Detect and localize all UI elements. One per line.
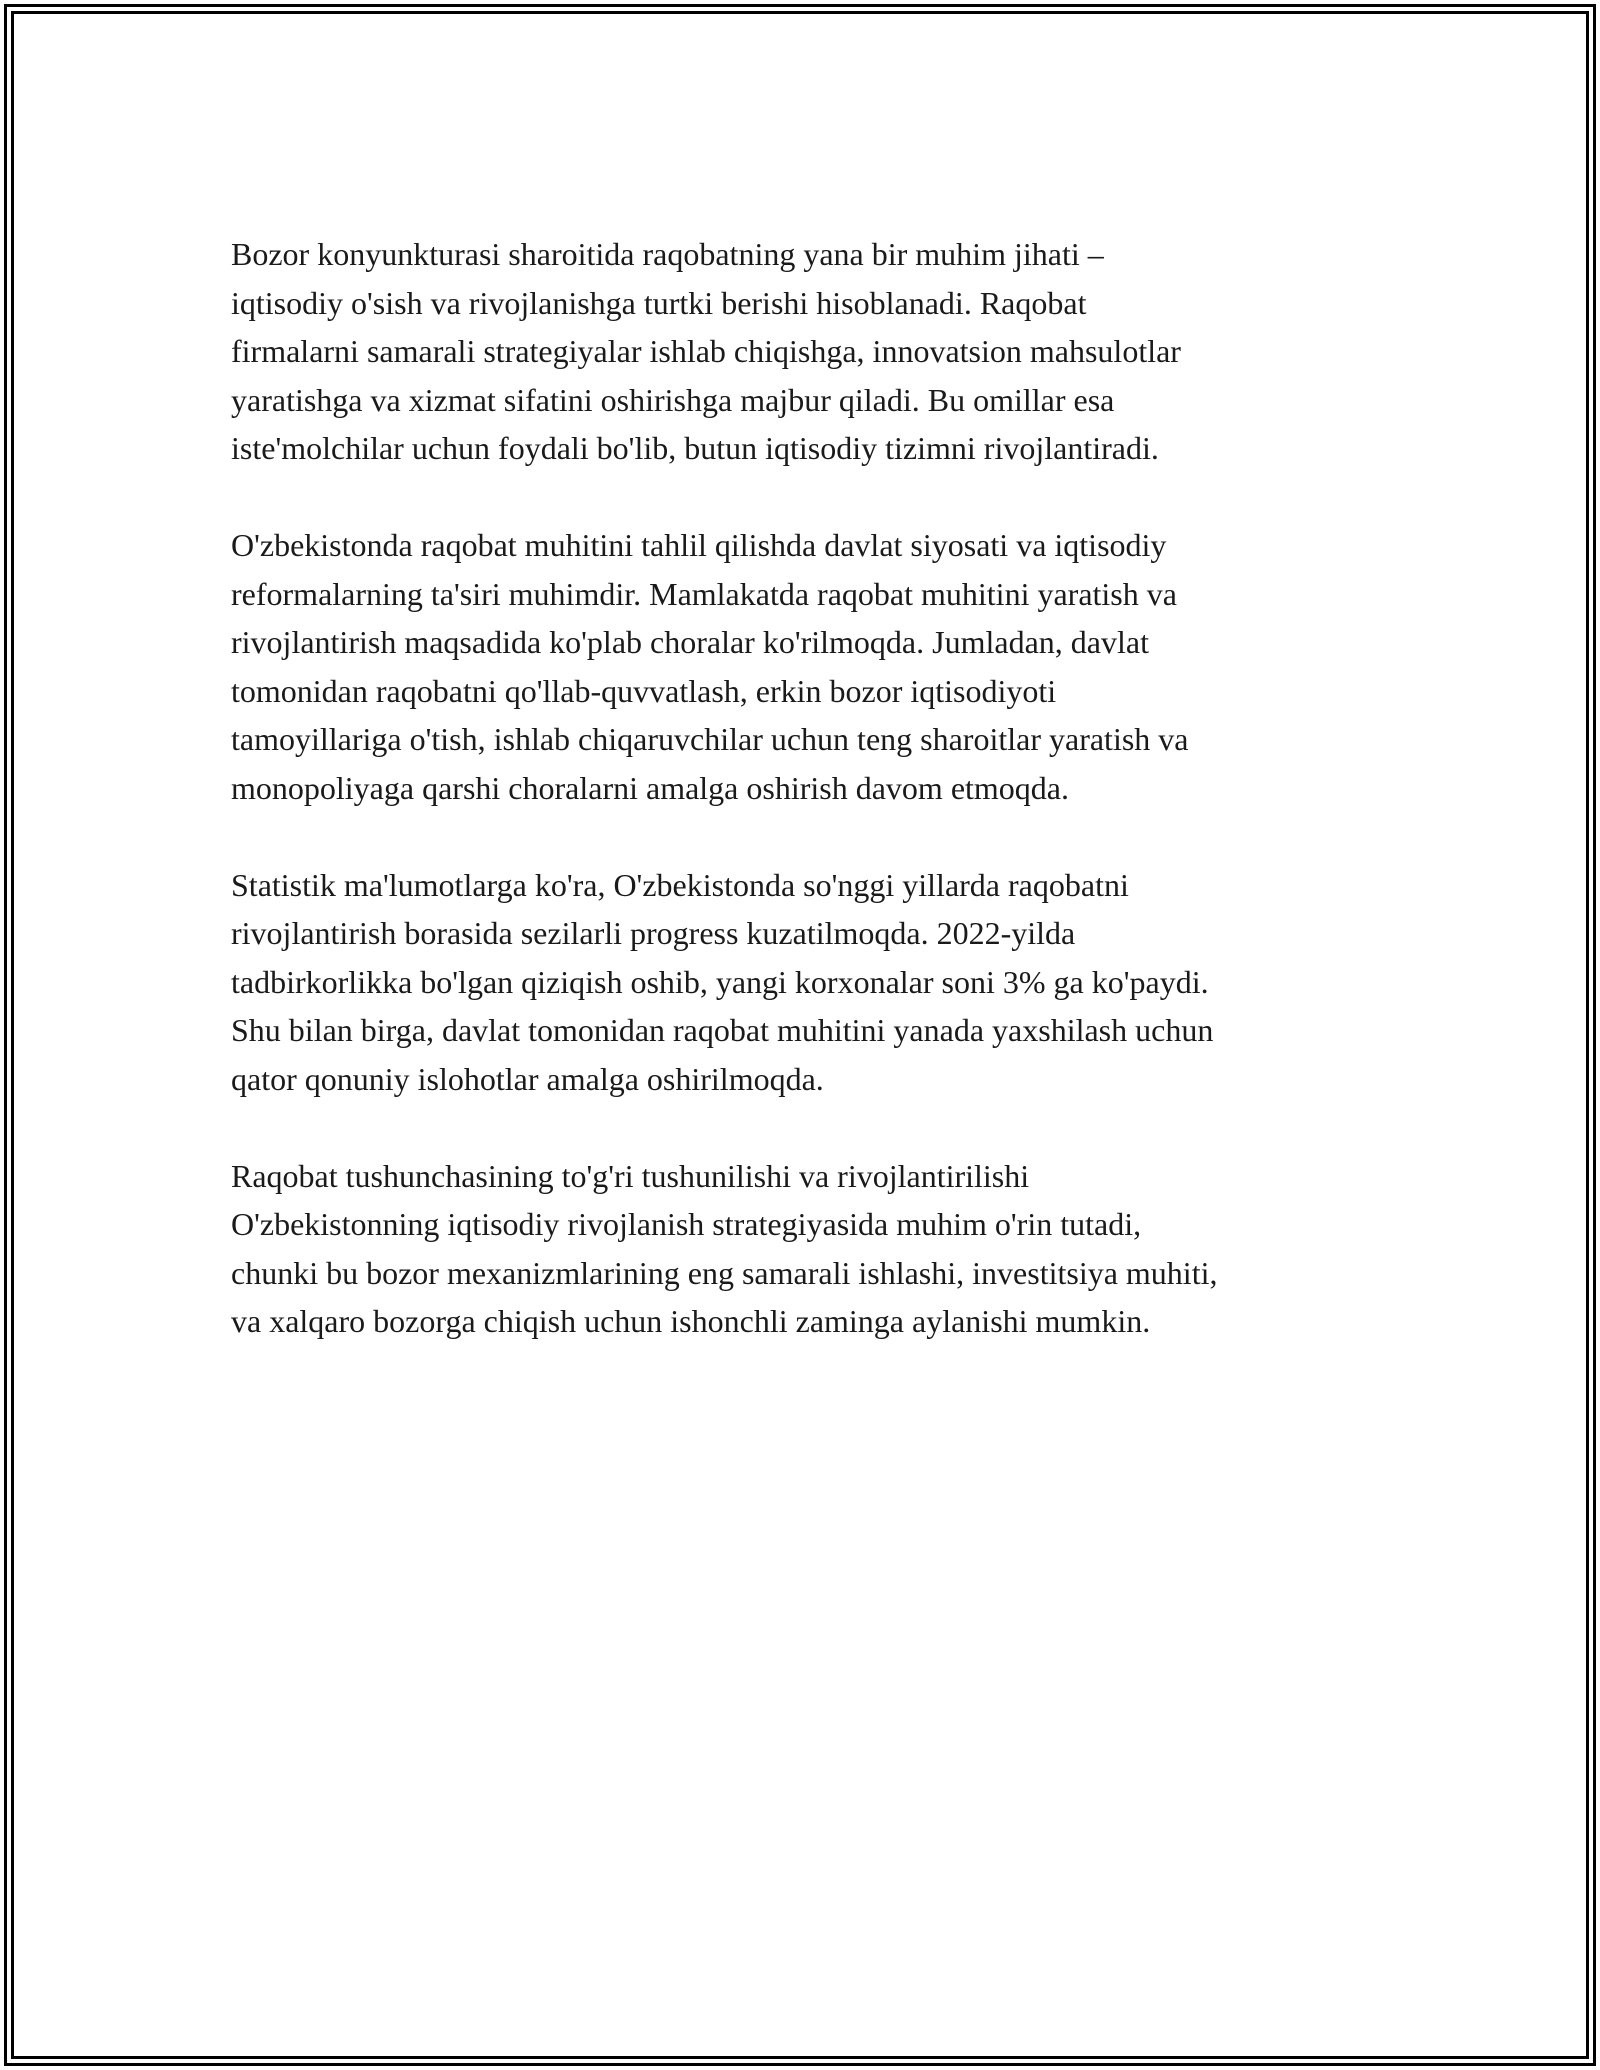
text-line: Bozor konyunkturasi sharoitida raqobatning yana bir muhim jihati –	[231, 236, 1104, 272]
text-line: tadbirkorlikka bo'lgan qiziqish oshib, yangi korxonalar soni 3% ga ko'paydi.	[231, 963, 1209, 1000]
paragraph-2	[231, 521, 1391, 812]
text-line: iste'molchilar uchun foydali bo'lib, butun iqtisodiy tizimni rivojlantiradi.	[231, 430, 1159, 466]
text-line: rivojlantirish borasida sezilarli progress kuzatilmoqda. 2022-yilda	[231, 915, 1076, 951]
text-line: iqtisodiy o'sish va rivojlanishga turtki berishi hisoblanadi. Raqobat	[231, 284, 1087, 321]
paragraph-3	[231, 861, 1391, 1104]
document-body	[231, 230, 1391, 1346]
text-line: tomonidan raqobatni qo'llab-quvvatlash, erkin bozor iqtisodiyoti	[231, 672, 1057, 709]
text-line: rivojlantirish maqsadida ko'plab choralar ko'rilmoqda. Jumladan, davlat	[231, 624, 1149, 660]
text-line: yaratishga va xizmat sifatini oshirishga majbur qiladi. Bu omillar esa	[231, 381, 1115, 418]
text-line: va xalqaro bozorga chiqish uchun ishonchli zaminga aylanishi mumkin.	[231, 1303, 1151, 1339]
text-line: qator qonuniy islohotlar amalga oshirilmoqda.	[231, 1060, 824, 1097]
text-line: Statistik ma'lumotlarga ko'ra, O'zbekistonda so'nggi yillarda raqobatni	[231, 866, 1129, 903]
text-line: Shu bilan birga, davlat tomonidan raqobat muhitini yanada yaxshilash uchun	[231, 1012, 1214, 1048]
text-line: firmalarni samarali strategiyalar ishlab chiqishga, innovatsion mahsulotlar	[231, 333, 1181, 369]
text-line: reformalarning ta'siri muhimdir. Mamlakatda raqobat muhitini yaratish va	[231, 575, 1177, 612]
text-line: O'zbekistonda raqobat muhitini tahlil qilishda davlat siyosati va iqtisodiy	[231, 527, 1167, 563]
text-line: tamoyillariga o'tish, ishlab chiqaruvchilar uchun teng sharoitlar yaratish va	[231, 721, 1189, 757]
text-line: Raqobat tushunchasining to'g'ri tushunilishi va rivojlantirilishi	[231, 1157, 1030, 1194]
paragraph-1	[231, 230, 1391, 473]
text-line: chunki bu bozor mexanizmlarining eng samarali ishlashi, investitsiya muhiti,	[231, 1254, 1218, 1291]
paragraph-4	[231, 1152, 1391, 1346]
text-line: monopoliyaga qarshi choralarni amalga oshirish davom etmoqda.	[231, 769, 1069, 806]
text-line: O'zbekistonning iqtisodiy rivojlanish strategiyasida muhim o'rin tutadi,	[231, 1206, 1142, 1242]
